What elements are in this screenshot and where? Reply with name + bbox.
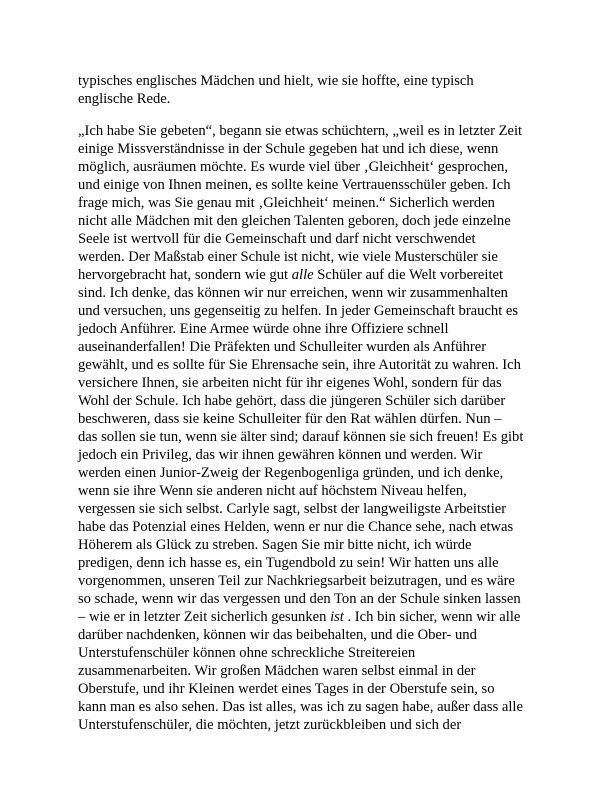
text-segment: typisches englisches Mädchen und hielt, wie sie hoffte, eine typisch [78,73,474,89]
text-segment: . Ich bin sicher, wenn wir alle [343,609,521,625]
text-segment: nicht alle Mädchen mit den gleichen Talenten geboren, doch jede einzelne [78,213,511,229]
text-line [78,266,548,284]
text-line [78,302,548,320]
text-line [78,518,548,536]
text-line [78,392,548,410]
text-line [78,644,548,662]
text-segment: darüber nachdenken, können wir das beibehalten, und die Ober- und [78,627,477,643]
text-line [78,428,548,446]
text-line [78,590,548,608]
text-line [78,716,548,734]
text-segment: jedoch ein Privileg, das wir ihnen gewähren können und werden. Wir [78,447,483,463]
text-segment: jedoch Anführer. Eine Armee würde ohne ihre Offiziere schnell [78,321,449,337]
text-line [78,212,548,230]
text-segment: möglich, ausräumen möchte. Es wurde viel über ‚Gleichheit‘ gesprochen, [78,159,508,175]
text-segment: „Ich habe Sie gebeten“, begann sie etwas schüchtern, „weil es in letzter Zeit [78,123,523,139]
paragraph [78,72,548,108]
text-segment: habe das Potenzial eines Helden, wenn er nur die Chance sehe, nach etwas [78,519,514,535]
text-line [78,194,548,212]
text-segment: – wie er in letzter Zeit sicherlich gesunken [78,609,331,625]
text-segment: und einige von Ihnen meinen, es sollte keine Vertrauensschüler geben. Ich [78,177,511,193]
text-segment: Wohl der Schule. Ich habe gehört, dass die jüngeren Schüler sich darüber [78,393,506,409]
text-segment: vorgenommen, unseren Teil zur Nachkriegsarbeit beizutragen, und es wäre [78,573,515,589]
text-line [78,500,548,518]
text-line [78,482,548,500]
text-segment: hervorgebracht hat, sondern wie gut [78,267,292,283]
text-segment: versichere Ihnen, sie arbeiten nicht für ihr eigenes Wohl, sondern für das [78,375,502,391]
text-line [78,284,548,302]
text-segment: werden einen Junior-Zweig der Regenbogenliga gründen, und ich denke, [78,465,504,481]
text-segment: kann man es also sehen. Das ist alles, was ich zu sagen habe, außer dass alle [78,699,523,715]
text-segment: englische Rede. [78,91,171,107]
text-line [78,356,548,374]
text-line [78,72,548,90]
italic-text: alle [291,267,314,283]
text-segment: frage mich, was Sie genau mit ‚Gleichheit‘ meinen.“ Sicherlich werden [78,195,495,211]
text-line [78,410,548,428]
document-page [78,72,548,734]
text-segment: so schade, wenn wir das vergessen und den Ton an der Schule sinken lassen [78,591,521,607]
text-line [78,464,548,482]
text-line [78,230,548,248]
italic-text: ist [330,609,344,625]
text-segment: wenn sie ihre Wenn sie anderen nicht auf höchstem Niveau helfen, [78,483,467,499]
body-text [78,72,548,734]
text-segment: und versuchen, uns gegenseitig zu helfen. In jeder Gemeinschaft braucht es [78,303,519,319]
text-segment: vergessen sie sich selbst. Carlyle sagt, selbst der langweiligste Arbeitstier [78,501,507,517]
text-segment: Höherem als Glück zu streben. Sagen Sie mir bitte nicht, ich würde [78,537,472,553]
text-segment: auseinanderfallen! Die Präfekten und Schulleiter wurden als Anführer [78,339,487,355]
text-line [78,536,548,554]
text-segment: Unterstufenschüler, die möchten, jetzt zurückbleiben und sich der [78,717,462,733]
text-line [78,90,548,108]
text-line [78,626,548,644]
text-segment: predigen, denn ich hasse es, ein Tugendbold zu sein! Wir hatten uns alle [78,555,499,571]
text-line [78,680,548,698]
text-segment: Schüler auf die Welt vorbereitet [313,267,504,283]
text-segment: beschweren, dass sie keine Schulleiter für den Rat wählen dürfen. Nun – [78,411,502,427]
text-line [78,122,548,140]
text-line [78,176,548,194]
text-segment: das sollen sie tun, wenn sie älter sind; darauf können sie sich freuen! Es gibt [78,429,524,445]
text-segment: gewählt, und es sollte für Sie Ehrensache sein, ihre Autorität zu wahren. Ich [78,357,521,373]
text-line [78,158,548,176]
text-line [78,374,548,392]
text-segment: werden. Der Maßstab einer Schule ist nicht, wie viele Musterschüler sie [78,249,498,265]
text-line [78,572,548,590]
text-line [78,608,548,626]
text-line [78,662,548,680]
text-line [78,446,548,464]
text-line [78,554,548,572]
text-segment: zusammenarbeiten. Wir großen Mädchen waren selbst einmal in der [78,663,476,679]
paragraph [78,122,548,734]
text-segment: Unterstufenschüler können ohne schreckliche Streitereien [78,645,416,661]
text-line [78,698,548,716]
text-segment: Oberstufe, und ihr Kleinen werdet eines Tages in der Oberstufe sein, so [78,681,495,697]
text-line [78,140,548,158]
text-segment: Seele ist wertvoll für die Gemeinschaft und darf nicht verschwendet [78,231,476,247]
text-segment: einige Missverständnisse in der Schule gegeben hat und ich diese, wenn [78,141,499,157]
text-line [78,338,548,356]
text-line [78,248,548,266]
text-line [78,320,548,338]
text-segment: sind. Ich denke, das können wir nur erreichen, wenn wir zusammenhalten [78,285,508,301]
